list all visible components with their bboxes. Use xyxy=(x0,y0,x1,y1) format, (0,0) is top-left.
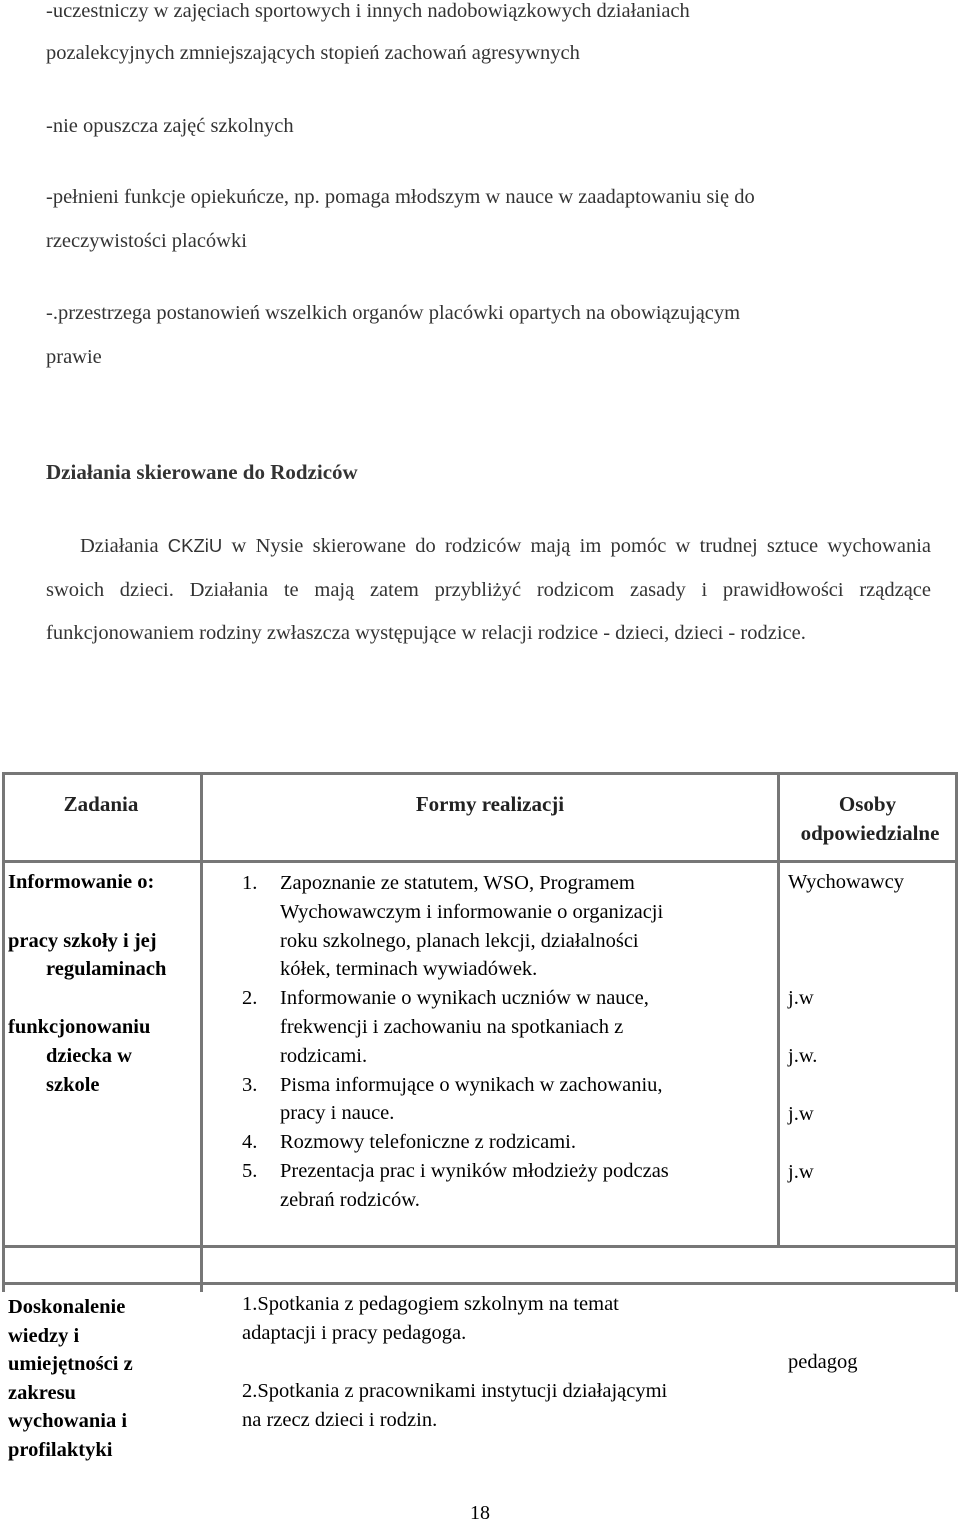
table-row-divider xyxy=(2,1282,958,1285)
list-number: 3. xyxy=(242,1073,258,1096)
list-line: kółek, terminach wywiadówek. xyxy=(280,958,538,981)
list-line: zebrań rodziców. xyxy=(280,1188,420,1211)
row2-task xyxy=(8,1293,133,1465)
text-line-5: rzeczywistości placówki xyxy=(46,230,247,252)
row1-resp-4: j.w xyxy=(788,1103,814,1125)
paragraph-part-2: w Nysie skierowane do rodziców mają im pomóc w trudnej sztuce wychowania swoich dzieci. Działania te mają zatem przybliżyć rodzicom zasady i prawidłowości rządzące funkcjonowaniem rodziny zwłaszcza występujące w relacji rodzice - dzieci, dzieci - rodzice. xyxy=(46,535,931,644)
row2-forms-p1-line1: 1.Spotkania z pedagogiem szkolnym na temat xyxy=(242,1293,619,1315)
table-row-divider xyxy=(2,1245,958,1248)
page-number: 18 xyxy=(470,1502,490,1524)
text-line-1: -uczestniczy w zajęciach sportowych i innych nadobowiązkowych działaniach xyxy=(46,0,690,22)
row2-resp: pedagog xyxy=(788,1351,858,1373)
list-line: Zapoznanie ze statutem, WSO, Programem xyxy=(280,872,635,894)
header-tasks: Zadania xyxy=(63,792,139,816)
row1-resp-2: j.w xyxy=(788,987,814,1009)
list-line: Rozmowy telefoniczne z rodzicami. xyxy=(280,1131,576,1154)
list-number: 1. xyxy=(242,872,258,894)
list-item xyxy=(242,869,772,984)
row1-task-item2-line2: dziecka w xyxy=(46,1045,132,1067)
row2-forms-p1-line2: adaptacji i pracy pedagoga. xyxy=(242,1322,467,1344)
list-item xyxy=(242,984,772,1070)
list-line: Prezentacja prac i wyników młodzieży podczas xyxy=(280,1159,669,1182)
header-resp-line-1: Osoby xyxy=(838,792,897,816)
list-line: frekwencji i zachowaniu na spotkaniach z xyxy=(280,1015,624,1038)
list-number: 4. xyxy=(242,1131,258,1154)
text-line-6: -.przestrzega postanowień wszelkich organów placówki opartych na obowiązującym xyxy=(46,302,741,324)
list-line: roku szkolnego, planach lekcji, działalności xyxy=(280,929,639,952)
row1-task-item1-line2: regulaminach xyxy=(46,958,167,980)
row2-task-line: wiedzy i xyxy=(8,1324,80,1347)
row2-forms-p2-line1: 2.Spotkania z pracownikami instytucji działającymi xyxy=(242,1380,668,1402)
list-line: Wychowawczym i informowanie o organizacji xyxy=(280,900,664,923)
list-number: 5. xyxy=(242,1159,258,1182)
row1-forms xyxy=(242,869,772,1215)
list-item xyxy=(242,1128,772,1157)
table-border-right xyxy=(955,772,958,1292)
text-line-4: -pełnieni funkcje opiekuńcze, np. pomaga młodszym w nauce w zaadaptowaniu się do xyxy=(46,186,755,208)
row2-task-line: Doskonalenie xyxy=(8,1296,126,1318)
list-line: rodzicami. xyxy=(280,1044,368,1067)
list-line: Pisma informujące o wynikach w zachowaniu, xyxy=(280,1073,663,1096)
row1-resp-3: j.w. xyxy=(788,1045,818,1067)
table-row-divider xyxy=(2,860,958,863)
paragraph-part-1: Działania xyxy=(80,535,168,557)
text-line-3: -nie opuszcza zajęć szkolnych xyxy=(46,115,294,137)
ckziu-abbrev: CKZiU xyxy=(167,535,223,556)
text-line-2: pozalekcyjnych zmniejszających stopień zachowań agresywnych xyxy=(46,42,580,64)
header-resp-line-2: odpowiedzialne xyxy=(800,821,940,845)
row1-resp-5: j.w xyxy=(788,1161,814,1183)
header-forms: Formy realizacji xyxy=(415,792,565,816)
list-line: pracy i nauce. xyxy=(280,1102,395,1125)
row2-forms-p2-line2: na rzecz dzieci i rodzin. xyxy=(242,1409,438,1431)
table-border-top xyxy=(2,772,958,775)
list-item xyxy=(242,1071,772,1129)
row1-task-title: Informowanie o: xyxy=(8,871,155,893)
row2-task-line: umiejętności z xyxy=(8,1353,133,1376)
row2-task-line: zakresu xyxy=(8,1381,76,1404)
row1-task-item2-line1: funkcjonowaniu xyxy=(8,1016,151,1038)
forms-list xyxy=(242,869,772,1215)
list-item xyxy=(242,1157,772,1215)
text-line-7: prawie xyxy=(46,346,102,368)
parents-paragraph xyxy=(46,524,931,656)
row1-resp-1: Wychowawcy xyxy=(788,871,905,893)
row1-task-item2-line3: szkole xyxy=(46,1074,100,1096)
list-line: Informowanie o wynikach uczniów w nauce, xyxy=(280,987,649,1010)
section-heading: Działania skierowane do Rodziców xyxy=(46,460,358,484)
row2-task-line: profilaktyki xyxy=(8,1438,113,1461)
table-col-divider xyxy=(200,772,203,1292)
row1-task-item1-line1: pracy szkoły i jej xyxy=(8,930,157,952)
row2-task-line: wychowania i xyxy=(8,1410,128,1433)
table-border-left xyxy=(2,772,5,1292)
list-number: 2. xyxy=(242,987,258,1010)
